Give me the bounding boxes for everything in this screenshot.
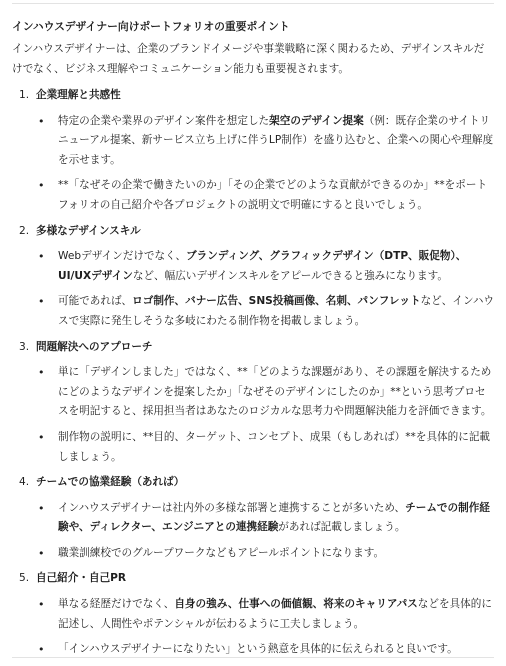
body-text: 単に「デザインしました」ではなく、**「どのような課題があり、その課題を解決するためにどのようなデザインを提案したか」「なぜそのデザインにしたのか」**という思考プロセスを明記すると、採用担当者はあなたのロジカルな思考力や問題解決能力を評価できます。 [58, 366, 492, 418]
point-number: 5. [19, 572, 30, 585]
point-title [0, 86, 506, 106]
bold-text: チームでの制作経験や、ディレクター、エンジニアとの連携経験 [58, 501, 490, 534]
body-text: 「インハウスデザイナーになりたい」という熱意を具体的に伝えられると良いです。 [58, 643, 458, 656]
point-title [0, 338, 506, 358]
bold-text: 自身の強み、仕事への価値観、将来のキャリアパス [174, 598, 418, 611]
bullet-item [0, 363, 506, 422]
bullet-item [0, 292, 506, 331]
point-number: 1. [19, 89, 30, 101]
body-text: 可能であれば、 [58, 295, 133, 308]
bold-text: ブランディング、グラフィックデザイン（DTP、販促物）、UI/UXデザイン [58, 250, 467, 282]
bullet-item [0, 595, 506, 634]
points-list [0, 86, 506, 666]
bullet-item [0, 428, 506, 467]
point-section [0, 569, 506, 659]
bullet-item [0, 112, 506, 171]
point-section [0, 473, 506, 563]
section-heading: インハウスデザイナー向けポートフォリオの重要ポイント [12, 20, 290, 33]
bullet-item [0, 499, 506, 538]
bullet-list [0, 363, 506, 467]
body-text: Webデザインだけでなく、 [58, 250, 187, 263]
intro-paragraph: インハウスデザイナーは、企業のブランドイメージや事業戦略に深く関わるため、デザインスキルだけでなく、ビジネス理解やコミュニケーション能力も重要視されます。 [12, 43, 485, 75]
body-text: 特定の企業や業界のデザイン案件を想定した [58, 114, 270, 127]
bullet-item [0, 176, 506, 215]
body-text: 職業訓練校でのグループワークなどもアピールポイントになります。 [58, 546, 385, 559]
point-title-text: 問題解決へのアプローチ [36, 340, 153, 353]
body-text: などを具体的に記述し、人間性やポテンシャルが伝わるように工夫しましょう。 [58, 598, 492, 630]
body-text: など、幅広いデザインスキルをアピールできると強みになります。 [132, 269, 448, 282]
body-text: 制作物の説明に、**目的、ターゲット、コンセプト、成果（もしあれば）**を具体的に記載しましょう。 [58, 430, 491, 463]
point-section [0, 86, 506, 216]
point-title [0, 473, 506, 493]
bottom-divider [12, 657, 494, 658]
top-divider [12, 3, 494, 4]
body-text: 単なる経歴だけでなく、 [58, 598, 175, 611]
point-section [0, 222, 506, 332]
body-text: **「なぜその企業で働きたいのか」「その企業でどのような貢献ができるのか」**をポートフォリオの自己紹介や各プロジェクトの説明文で明確にすると良いでしょう。 [58, 179, 488, 211]
point-section [0, 338, 506, 468]
body-text: （例：既存企業のサイトリニューアル提案、新サービス立ち上げに伴うLP制作）を盛り込むと、企業への関心や理解度を示せます。 [58, 114, 494, 166]
bullet-item [0, 544, 506, 564]
body-text: があれば記載しましょう。 [278, 521, 406, 534]
point-title [0, 222, 506, 242]
point-title-text: 多様なデザインスキル [36, 224, 141, 237]
bullet-list [0, 595, 506, 660]
bullet-list [0, 499, 506, 564]
body-text: など、インハウスで実際に発生しそうな多岐にわたる制作物を掲載しましょう。 [58, 295, 495, 327]
point-title-text: チームでの協業経験（あれば） [36, 476, 185, 489]
point-title [0, 569, 506, 589]
body-text: インハウスデザイナーは社内外の多様な部署と連携することが多いため、 [58, 501, 406, 514]
point-title-text: 企業理解と共感性 [36, 89, 121, 101]
point-number: 3. [19, 340, 30, 353]
point-number: 4. [19, 476, 30, 489]
bullet-list [0, 112, 506, 216]
bold-text: ロゴ制作、バナー広告、SNS投稿画像、名刺、パンフレット [132, 295, 421, 308]
point-number: 2. [19, 224, 30, 237]
bullet-list [0, 247, 506, 331]
bold-text: 架空のデザイン提案 [269, 114, 364, 127]
point-title-text: 自己紹介・自己PR [36, 572, 127, 585]
bullet-item [0, 247, 506, 286]
